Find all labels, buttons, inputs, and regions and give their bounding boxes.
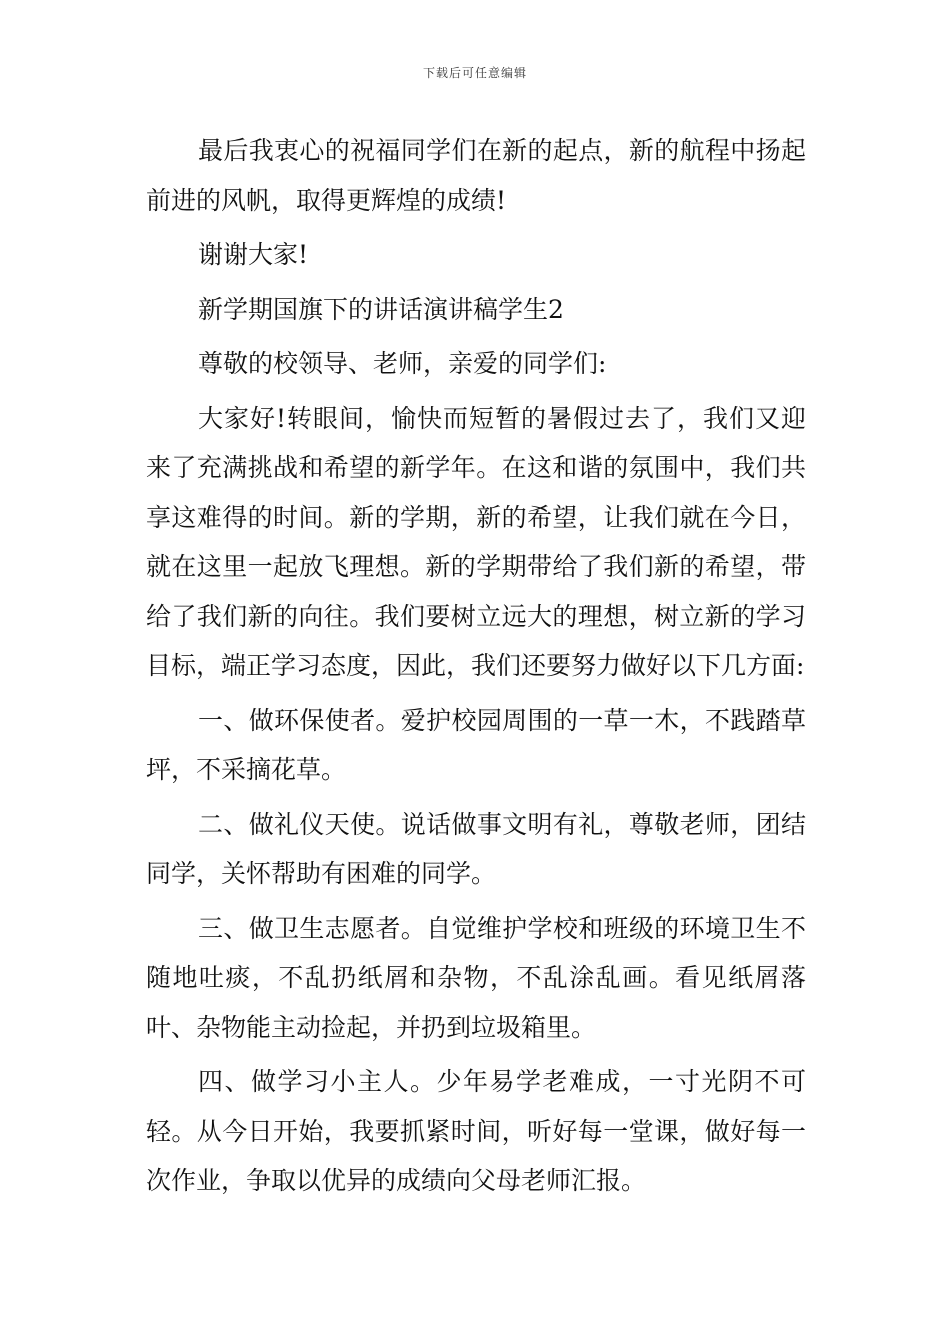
- paragraph-point-two: 二、做礼仪天使。说话做事文明有礼，尊敬老师，团结同学，关怀帮助有困难的同学。: [146, 809, 806, 888]
- paragraph-point-four: 四、做学习小主人。少年易学老难成，一寸光阴不可轻。从今日开始，我要抓紧时间，听好每一堂课，做好每一次作业，争取以优异的成绩向父母老师汇报。: [146, 1067, 806, 1195]
- paragraph-intro: 大家好!转眼间，愉快而短暂的暑假过去了，我们又迎来了充满挑战和希望的新学年。在这和谐的氛围中，我们共享这难得的时间。新的学期，新的希望，让我们就在今日，就在这里一起放飞理想。新的学期带给了我们新的希望，带给了我们新的向往。我们要树立远大的理想，树立新的学习目标，端正学习态度，因此，我们还要努力做好以下几方面:: [146, 403, 806, 680]
- document-body: [146, 126, 806, 1211]
- paragraph-point-three: 三、做卫生志愿者。自觉维护学校和班级的环境卫生不随地吐痰，不乱扔纸屑和杂物，不乱涂乱画。看见纸屑落叶、杂物能主动捡起，并扔到垃圾箱里。: [146, 913, 806, 1042]
- paragraph-thanks: 谢谢大家!: [198, 240, 309, 269]
- paragraph-closing-wish: 最后我衷心的祝福同学们在新的起点，新的航程中扬起前进的风帆，取得更辉煌的成绩!: [146, 136, 806, 215]
- header-note: 下载后可任意编辑: [422, 66, 527, 80]
- speech-title: 新学期国旗下的讲话演讲稿学生2: [198, 294, 564, 324]
- paragraph-point-one: 一、做环保使者。爱护校园周围的一草一木，不践踏草坪，不采摘花草。: [146, 705, 806, 784]
- salutation: 尊敬的校领导、老师，亲爱的同学们:: [198, 349, 607, 378]
